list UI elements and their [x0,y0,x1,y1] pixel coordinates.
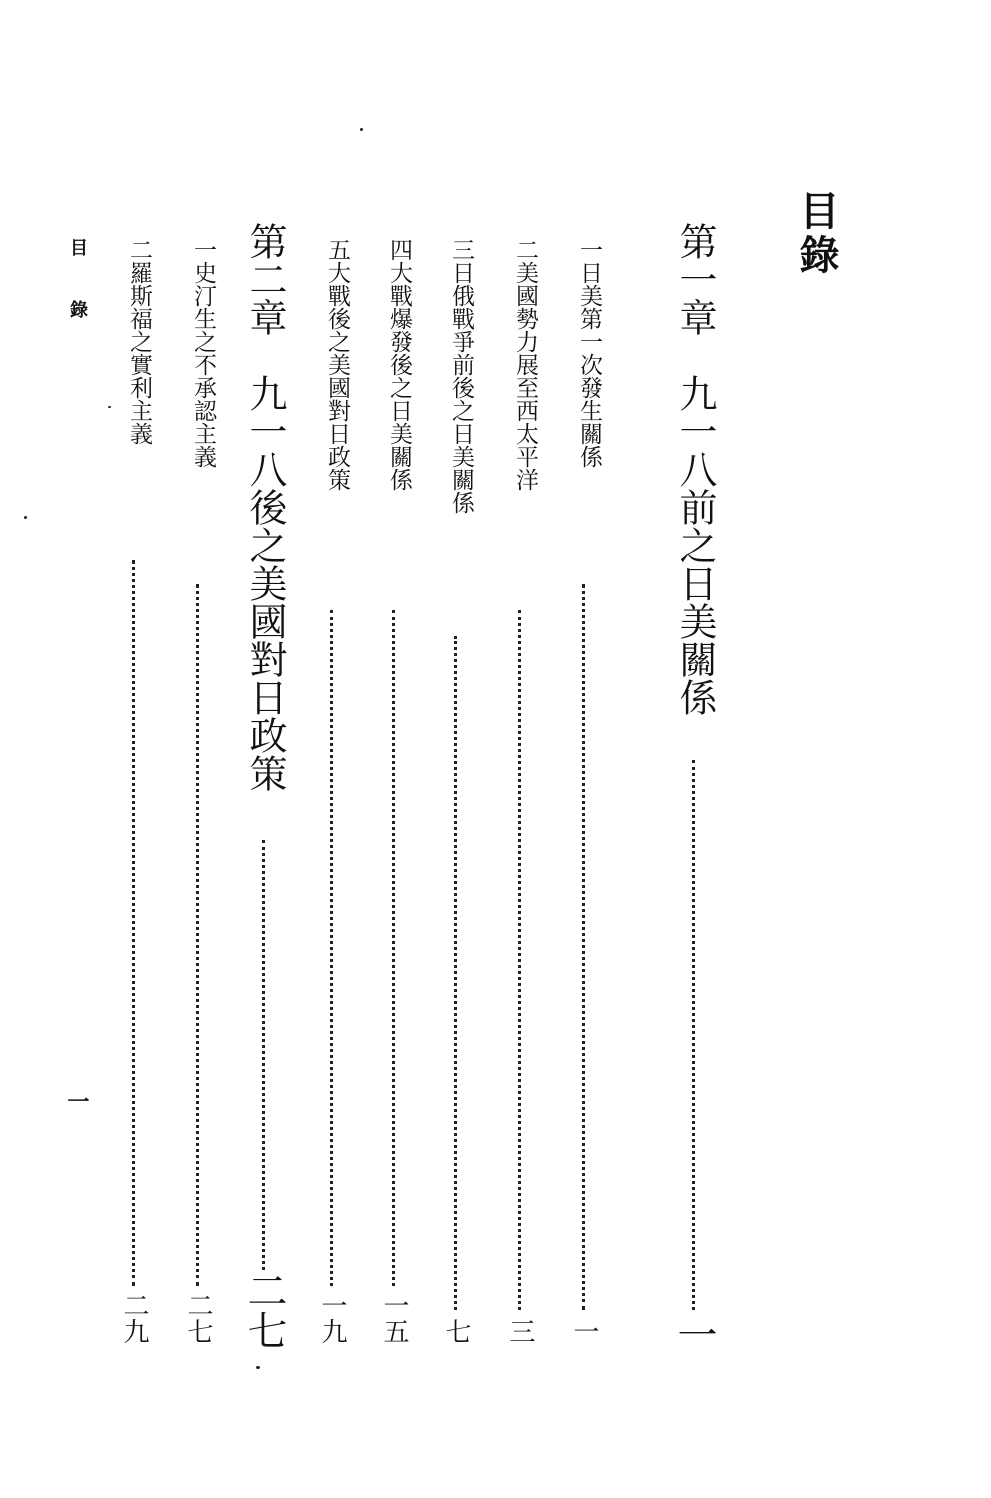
chapter-1-section-2-leader [518,610,521,1310]
chapter-1-section-2 [508,238,542,491]
chapter-1-section-5 [320,238,354,491]
running-title: 目錄 [67,238,88,362]
chapter-2-page: 二七 [241,1270,287,1350]
section-number: 五 [324,238,350,261]
section-number: 三 [448,238,474,261]
chapter-2-section-2 [122,238,156,445]
chapter-1-section-2-page: 三 [505,1318,535,1344]
chapter-1-leader [692,760,695,1310]
section-title: 日美第一次發生關係 [576,261,602,468]
chapter-1-section-3-page: 七 [441,1318,471,1344]
page-folio: 一 [64,1090,90,1112]
page-title: 目錄 [793,190,840,278]
section-title: 大戰後之美國對日政策 [324,261,350,491]
chapter-1-section-3 [444,238,478,514]
section-title: 大戰爆發後之日美關係 [386,261,412,491]
scan-speck [24,516,27,519]
chapter-1-section-4 [382,238,416,491]
chapter-1-heading: 第一章 九一八前之日美關係 [673,222,717,716]
section-number: 一 [576,238,602,261]
chapter-1-section-1-leader [582,584,585,1310]
chapter-1-section-1-page: 一 [569,1318,599,1344]
section-title: 羅斯福之實利主義 [126,261,152,445]
chapter-1-section-3-leader [454,636,457,1310]
chapter-2-heading: 第二章 九一八後之美國對日政策 [243,222,287,792]
chapter-1-section-1 [572,238,606,468]
section-title: 美國勢力展至西太平洋 [512,261,538,491]
section-number: 二 [126,238,152,261]
chapter-2-section-2-leader [132,560,135,1286]
chapter-1-section-4-leader [392,610,395,1286]
section-title: 史汀生之不承認主義 [190,261,216,468]
chapter-2-section-1-leader [196,584,199,1286]
section-title: 日俄戰爭前後之日美關係 [448,261,474,514]
section-number: 一 [190,238,216,261]
chapter-2-section-1-page: 二七 [183,1292,213,1344]
chapter-1-section-5-page: 一九 [317,1292,347,1344]
chapter-1-section-5-leader [330,610,333,1286]
chapter-2-section-1 [186,238,220,468]
section-number: 四 [386,238,412,261]
scan-speck [256,1366,260,1369]
chapter-2-leader [262,840,265,1270]
chapter-2-section-2-page: 二九 [119,1292,149,1344]
scan-speck [108,406,111,408]
scan-speck [360,128,363,131]
chapter-1-section-4-page: 一五 [379,1292,409,1344]
section-number: 二 [512,238,538,261]
chapter-1-page: 一 [671,1314,717,1354]
